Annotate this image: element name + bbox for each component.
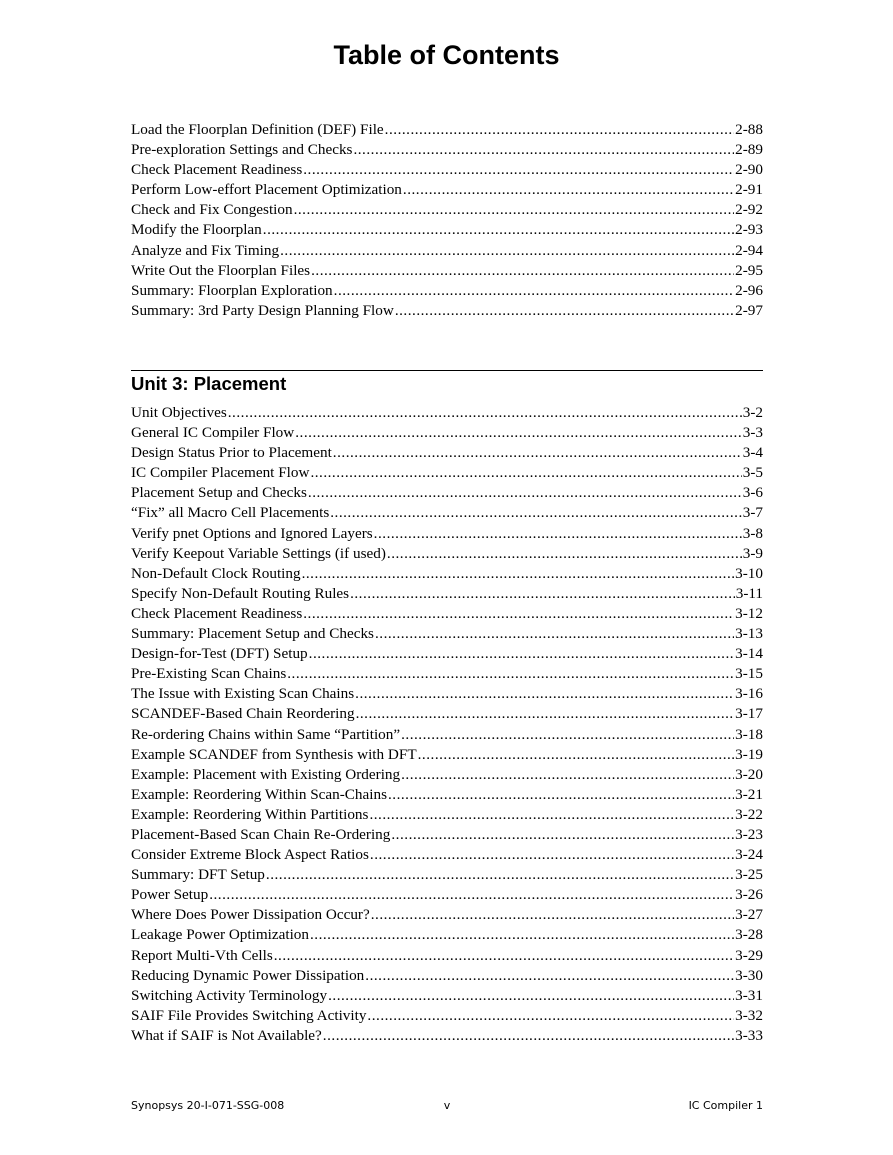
toc-entry[interactable]: [131, 584, 763, 604]
toc-entry-page: 3-23: [735, 825, 763, 843]
toc-leader-dots: [370, 845, 734, 865]
toc-leader-dots: [367, 1006, 734, 1026]
toc-entry[interactable]: [131, 946, 763, 966]
toc-entry-page: 3-7: [742, 504, 763, 522]
toc-entry-page: 3-9: [742, 544, 763, 562]
toc-entry-page: 3-29: [735, 946, 763, 964]
toc-entry-page: 2-95: [735, 261, 763, 279]
toc-entry-title: Design-for-Test (DFT) Setup: [131, 645, 308, 663]
toc-entry[interactable]: [131, 644, 763, 664]
toc-entry[interactable]: [131, 745, 763, 765]
toc-entry-page: 2-96: [735, 281, 763, 299]
toc-entry-title: SAIF File Provides Switching Activity: [131, 1006, 367, 1024]
toc-entry-page: 3-28: [735, 926, 763, 944]
toc-entry[interactable]: [131, 483, 763, 503]
toc-leader-dots: [334, 281, 735, 301]
toc-leader-dots: [418, 745, 735, 765]
toc-entry-title: Summary: 3rd Party Design Planning Flow: [131, 301, 394, 319]
toc-entry-title: Example: Reordering Within Partitions: [131, 805, 369, 823]
toc-entry-title: Non-Default Clock Routing: [131, 564, 301, 582]
toc-leader-dots: [401, 725, 734, 745]
toc-entry-page: 3-6: [742, 484, 763, 502]
toc-leader-dots: [302, 564, 735, 584]
toc-entry[interactable]: [131, 503, 763, 523]
page-title: Table of Contents: [333, 40, 560, 70]
toc-entry[interactable]: [131, 220, 763, 240]
toc-list-unit3: [131, 403, 763, 1046]
toc-leader-dots: [371, 905, 734, 925]
toc-entry[interactable]: [131, 865, 763, 885]
toc-leader-dots: [310, 463, 741, 483]
toc-entry-title: Verify Keepout Variable Settings (if used): [131, 544, 386, 562]
toc-entry[interactable]: [131, 423, 763, 443]
toc-entry-page: 3-14: [735, 645, 763, 663]
toc-entry[interactable]: [131, 120, 763, 140]
toc-entry-title: Summary: Floorplan Exploration: [131, 281, 333, 299]
toc-entry-page: 3-17: [735, 705, 763, 723]
page-footer: [131, 1099, 763, 1115]
toc-entry[interactable]: [131, 704, 763, 724]
toc-entry[interactable]: [131, 805, 763, 825]
toc-entry-title: Example SCANDEF from Synthesis with DFT: [131, 745, 417, 763]
toc-entry[interactable]: [131, 986, 763, 1006]
toc-leader-dots: [303, 604, 734, 624]
toc-entry-page: 3-32: [735, 1006, 763, 1024]
toc-entry-page: 3-31: [735, 986, 763, 1004]
toc-entry-page: 3-33: [735, 1026, 763, 1044]
toc-entry[interactable]: [131, 604, 763, 624]
toc-entry-page: 3-18: [735, 725, 763, 743]
toc-entry[interactable]: [131, 403, 763, 423]
toc-entry[interactable]: [131, 624, 763, 644]
toc-entry-title: Pre-Existing Scan Chains: [131, 665, 287, 683]
toc-entry-title: What if SAIF is Not Available?: [131, 1026, 322, 1044]
toc-leader-dots: [403, 180, 734, 200]
toc-entry[interactable]: [131, 785, 763, 805]
toc-leader-dots: [323, 1026, 734, 1046]
toc-entry[interactable]: [131, 845, 763, 865]
toc-leader-dots: [309, 644, 735, 664]
toc-entry[interactable]: [131, 261, 763, 281]
toc-leader-dots: [330, 503, 742, 523]
toc-entry-title: Reducing Dynamic Power Dissipation: [131, 966, 365, 984]
toc-entry[interactable]: [131, 684, 763, 704]
toc-entry-page: 3-11: [735, 584, 763, 602]
toc-entry-title: Switching Activity Terminology: [131, 986, 328, 1004]
toc-entry-title: General IC Compiler Flow: [131, 424, 295, 442]
toc-entry[interactable]: [131, 301, 763, 321]
toc-entry-title: Unit Objectives: [131, 404, 227, 421]
footer-product: IC Compiler 1: [688, 1099, 763, 1112]
toc-entry-title: Design Status Prior to Placement: [131, 444, 332, 462]
toc-leader-dots: [391, 825, 734, 845]
toc-entry-page: 3-16: [735, 685, 763, 703]
toc-entry[interactable]: [131, 664, 763, 684]
toc-entry-title: Perform Low-effort Placement Optimization: [131, 181, 402, 199]
toc-entry-title: Verify pnet Options and Ignored Layers: [131, 524, 373, 542]
toc-entry-page: 2-89: [735, 141, 763, 159]
toc-entry-page: 3-20: [735, 765, 763, 783]
toc-list-prev: [131, 120, 763, 321]
toc-entry[interactable]: [131, 241, 763, 261]
toc-entry-page: 2-92: [735, 201, 763, 219]
toc-entry[interactable]: [131, 200, 763, 220]
toc-leader-dots: [374, 524, 742, 544]
footer-page-number: v: [443, 1099, 451, 1112]
toc-entry-page: 3-15: [735, 665, 763, 683]
toc-leader-dots: [266, 865, 734, 885]
toc-entry[interactable]: [131, 725, 763, 745]
toc-entry-title: Check Placement Readiness: [131, 161, 303, 179]
toc-leader-dots: [263, 220, 734, 240]
toc-entry[interactable]: [131, 564, 763, 584]
toc-entry[interactable]: [131, 1006, 763, 1026]
toc-entry[interactable]: [131, 180, 763, 200]
toc-entry-page: 3-8: [742, 524, 763, 542]
toc-entry-page: 3-13: [735, 625, 763, 643]
toc-leader-dots: [369, 805, 734, 825]
toc-leader-dots: [308, 483, 742, 503]
toc-leader-dots: [310, 925, 734, 945]
toc-entry[interactable]: [131, 925, 763, 945]
toc-leader-dots: [353, 140, 734, 160]
toc-leader-dots: [228, 403, 742, 423]
toc-leader-dots: [350, 584, 735, 604]
toc-entry-page: 2-97: [735, 301, 763, 319]
toc-entry-page: 3-30: [735, 966, 763, 984]
toc-leader-dots: [280, 241, 734, 261]
toc-entry-title: Write Out the Floorplan Files: [131, 261, 311, 279]
toc-leader-dots: [295, 423, 742, 443]
toc-entry[interactable]: [131, 281, 763, 301]
toc-entry-page: 3-10: [735, 564, 763, 582]
toc-entry[interactable]: [131, 544, 763, 564]
toc-entry-title: Consider Extreme Block Aspect Ratios: [131, 846, 369, 864]
toc-entry[interactable]: [131, 885, 763, 905]
toc-leader-dots: [294, 200, 735, 220]
toc-entry-page: 3-12: [735, 604, 763, 622]
toc-entry-page: 3-3: [742, 424, 763, 442]
toc-entry[interactable]: [131, 140, 763, 160]
toc-entry[interactable]: [131, 443, 763, 463]
toc-entry-title: “Fix” all Macro Cell Placements: [131, 504, 330, 522]
toc-entry[interactable]: [131, 825, 763, 845]
toc-leader-dots: [355, 684, 734, 704]
toc-leader-dots: [303, 160, 734, 180]
toc-entry-title: The Issue with Existing Scan Chains: [131, 685, 355, 703]
toc-leader-dots: [287, 664, 734, 684]
toc-entry-page: 3-26: [735, 886, 763, 904]
toc-entry-page: 3-4: [742, 444, 763, 462]
toc-entry-title: Modify the Floorplan: [131, 221, 262, 239]
toc-leader-dots: [209, 885, 734, 905]
unit-heading: Unit 3: Placement: [131, 373, 287, 394]
toc-entry[interactable]: [131, 463, 763, 483]
toc-leader-dots: [274, 946, 734, 966]
toc-entry-page: 2-88: [735, 121, 763, 138]
toc-entry-title: Pre-exploration Settings and Checks: [131, 141, 353, 159]
toc-entry[interactable]: [131, 765, 763, 785]
toc-entry-title: Placement-Based Scan Chain Re-Ordering: [131, 825, 391, 843]
toc-entry-title: Placement Setup and Checks: [131, 484, 307, 502]
toc-entry-title: Load the Floorplan Definition (DEF) File: [131, 121, 384, 138]
toc-entry-page: 2-90: [735, 161, 763, 179]
toc-leader-dots: [365, 966, 734, 986]
toc-entry-title: Report Multi-Vth Cells: [131, 946, 273, 964]
toc-entry-title: IC Compiler Placement Flow: [131, 464, 310, 482]
toc-entry-title: Check and Fix Congestion: [131, 201, 293, 219]
toc-entry-page: 3-5: [742, 464, 763, 482]
toc-entry-title: SCANDEF-Based Chain Reordering: [131, 705, 355, 723]
toc-entry[interactable]: [131, 966, 763, 986]
toc-entry-title: Analyze and Fix Timing: [131, 241, 280, 259]
toc-leader-dots: [387, 544, 742, 564]
toc-entry-title: Example: Placement with Existing Ordering: [131, 765, 401, 783]
toc-leader-dots: [328, 986, 734, 1006]
toc-entry[interactable]: [131, 524, 763, 544]
footer-doc-id: Synopsys 20-I-071-SSG-008: [131, 1099, 285, 1112]
toc-entry-title: Power Setup: [131, 886, 209, 904]
toc-entry-page: 3-27: [735, 906, 763, 924]
toc-entry-title: Where Does Power Dissipation Occur?: [131, 906, 370, 924]
toc-entry[interactable]: [131, 160, 763, 180]
toc-entry-title: Example: Reordering Within Scan-Chains: [131, 785, 387, 803]
toc-leader-dots: [333, 443, 742, 463]
toc-entry-page: 2-94: [735, 241, 763, 259]
unit-divider: [131, 370, 763, 371]
toc-entry-title: Specify Non-Default Routing Rules: [131, 584, 350, 602]
toc-leader-dots: [401, 765, 734, 785]
toc-entry-title: Summary: DFT Setup: [131, 866, 265, 884]
toc-entry-page: 2-91: [735, 181, 763, 199]
toc-entry[interactable]: [131, 1026, 763, 1046]
toc-leader-dots: [388, 785, 734, 805]
toc-entry-page: 3-25: [735, 866, 763, 884]
toc-entry[interactable]: [131, 905, 763, 925]
toc-entry-title: Check Placement Readiness: [131, 604, 303, 622]
toc-entry-title: Summary: Placement Setup and Checks: [131, 625, 374, 643]
toc-entry-page: 3-22: [735, 805, 763, 823]
toc-entry-page: 2-93: [735, 221, 763, 239]
toc-leader-dots: [311, 261, 734, 281]
toc-leader-dots: [356, 704, 735, 724]
toc-entry-title: Leakage Power Optimization: [131, 926, 309, 944]
toc-entry-page: 3-24: [735, 846, 763, 864]
toc-leader-dots: [385, 120, 734, 140]
toc-leader-dots: [375, 624, 734, 644]
toc-entry-title: Re-ordering Chains within Same “Partition”: [131, 725, 401, 743]
toc-entry-page: 3-21: [735, 785, 763, 803]
toc-entry-page: 3-2: [742, 404, 763, 421]
toc-leader-dots: [395, 301, 734, 321]
toc-entry-page: 3-19: [735, 745, 763, 763]
